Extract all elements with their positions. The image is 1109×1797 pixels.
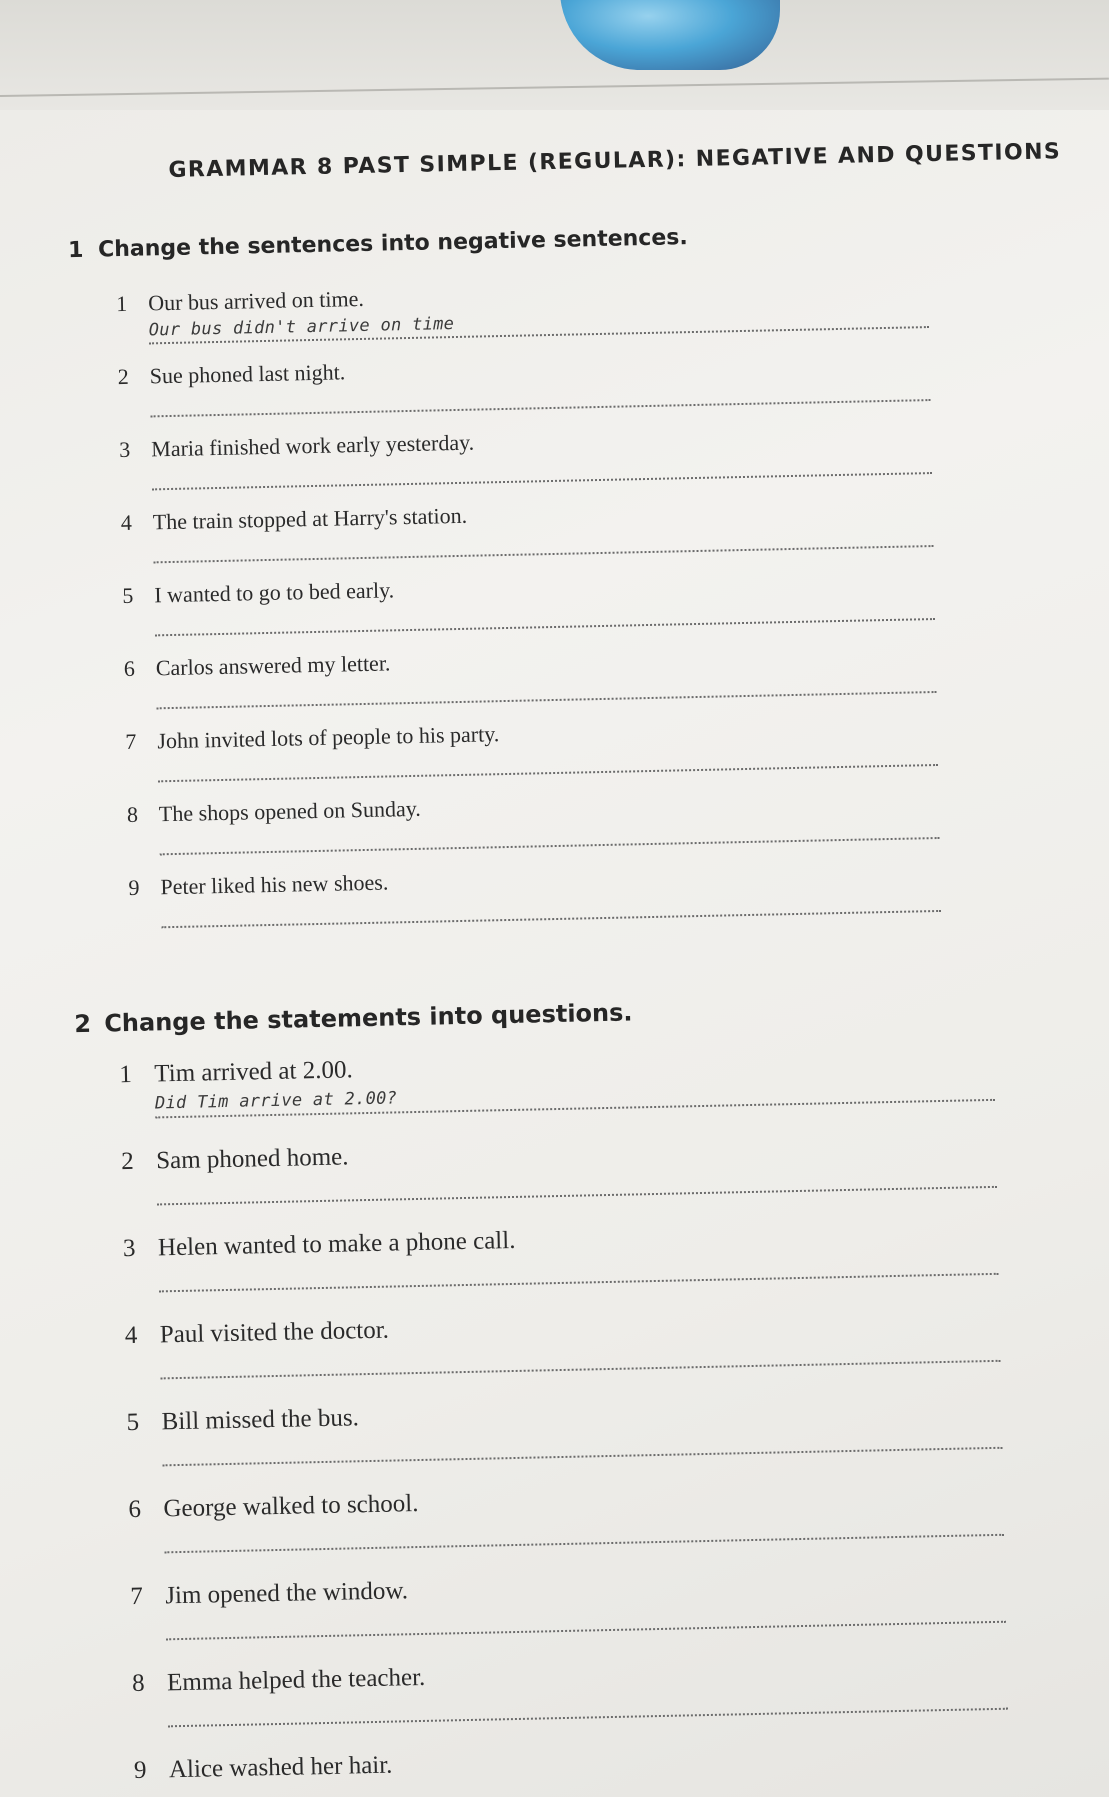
answer-handwriting[interactable]: Did Tim arrive at 2.00? (154, 1088, 398, 1114)
answer-line[interactable] (168, 1708, 1008, 1728)
item-sentence: Helen wanted to make a phone call. (157, 1226, 516, 1262)
answer-line[interactable] (164, 1534, 1004, 1554)
item-number: 6 (123, 655, 136, 682)
item-number: 4 (124, 1321, 138, 1350)
answer-line[interactable] (163, 1447, 1003, 1467)
item-number: 9 (128, 874, 140, 900)
exercise-1-heading (68, 225, 688, 263)
answer-line[interactable] (160, 837, 940, 855)
exercise2-item (13, 1301, 1109, 1404)
answer-line[interactable] (157, 1186, 997, 1206)
exercise-2-number: 2 (73, 1009, 92, 1039)
answer-line[interactable] (151, 399, 931, 417)
item-sentence: George walked to school. (163, 1490, 419, 1523)
item-number: 2 (117, 363, 129, 390)
item-sentence: Emma helped the teacher. (166, 1663, 426, 1697)
item-number: 6 (128, 1495, 142, 1524)
item-number: 3 (119, 436, 131, 463)
answer-handwriting[interactable]: Our bus didn't arrive on time (148, 314, 455, 341)
exercise2-item (7, 1040, 1109, 1143)
item-sentence: The train stopped at Harry's station. (152, 502, 468, 535)
item-number: 2 (120, 1147, 134, 1176)
exercise-1-instruction: Change the sentences into negative sentences. (97, 225, 688, 263)
item-sentence: John invited lots of people to his party. (157, 721, 500, 754)
answer-line[interactable] (159, 1273, 999, 1293)
item-sentence: Maria finished work early yesterday. (150, 429, 475, 462)
answer-line[interactable] (161, 1360, 1001, 1380)
item-number: 1 (119, 1060, 133, 1089)
item-number: 8 (131, 1669, 145, 1698)
exercise-1-number: 1 (67, 237, 84, 264)
item-number: 4 (120, 509, 133, 536)
answer-line[interactable] (161, 910, 941, 928)
item-number: 8 (126, 801, 139, 827)
exercise2-item (11, 1214, 1109, 1317)
item-sentence: Our bus arrived on time. (147, 285, 365, 316)
answer-line[interactable] (155, 618, 935, 636)
item-number: 1 (115, 290, 128, 317)
exercise2-item (14, 1388, 1109, 1491)
item-sentence: Carlos answered my letter. (155, 650, 391, 681)
item-sentence: Tim arrived at 2.00. (154, 1056, 353, 1088)
item-number: 5 (126, 1408, 140, 1437)
exercise2-item (9, 1127, 1109, 1230)
item-sentence: The shops opened on Sunday. (158, 795, 422, 827)
exercise2-item (16, 1475, 1109, 1578)
item-sentence: Paul visited the doctor. (159, 1316, 390, 1349)
item-sentence: Jim opened the window. (164, 1577, 409, 1610)
exercise2-item (18, 1562, 1109, 1665)
exercise2-item (20, 1649, 1109, 1752)
exercise-2-instruction: Change the statements into questions. (103, 998, 633, 1038)
item-sentence: Sam phoned home. (155, 1143, 349, 1175)
item-sentence: I wanted to go to bed early. (154, 577, 395, 608)
answer-line[interactable] (152, 472, 932, 490)
answer-line[interactable] (157, 691, 937, 709)
item-sentence: Bill missed the bus. (161, 1404, 360, 1436)
item-sentence: Sue phoned last night. (149, 359, 346, 389)
answer-line[interactable] (166, 1621, 1006, 1641)
item-number: 7 (125, 728, 137, 754)
item-sentence: Peter liked his new shoes. (160, 869, 389, 900)
item-number: 3 (122, 1234, 136, 1263)
item-sentence: Alice washed her hair. (168, 1751, 393, 1784)
exercise-2-heading (74, 998, 633, 1038)
answer-line[interactable] (158, 764, 938, 782)
worksheet-title: GRAMMAR 8 PAST SIMPLE (REGULAR): NEGATIVE AND QUESTIONS (168, 139, 1062, 183)
item-number: 5 (122, 582, 134, 609)
item-number: 9 (133, 1756, 147, 1785)
answer-line[interactable] (154, 545, 934, 563)
item-number: 7 (130, 1582, 144, 1611)
